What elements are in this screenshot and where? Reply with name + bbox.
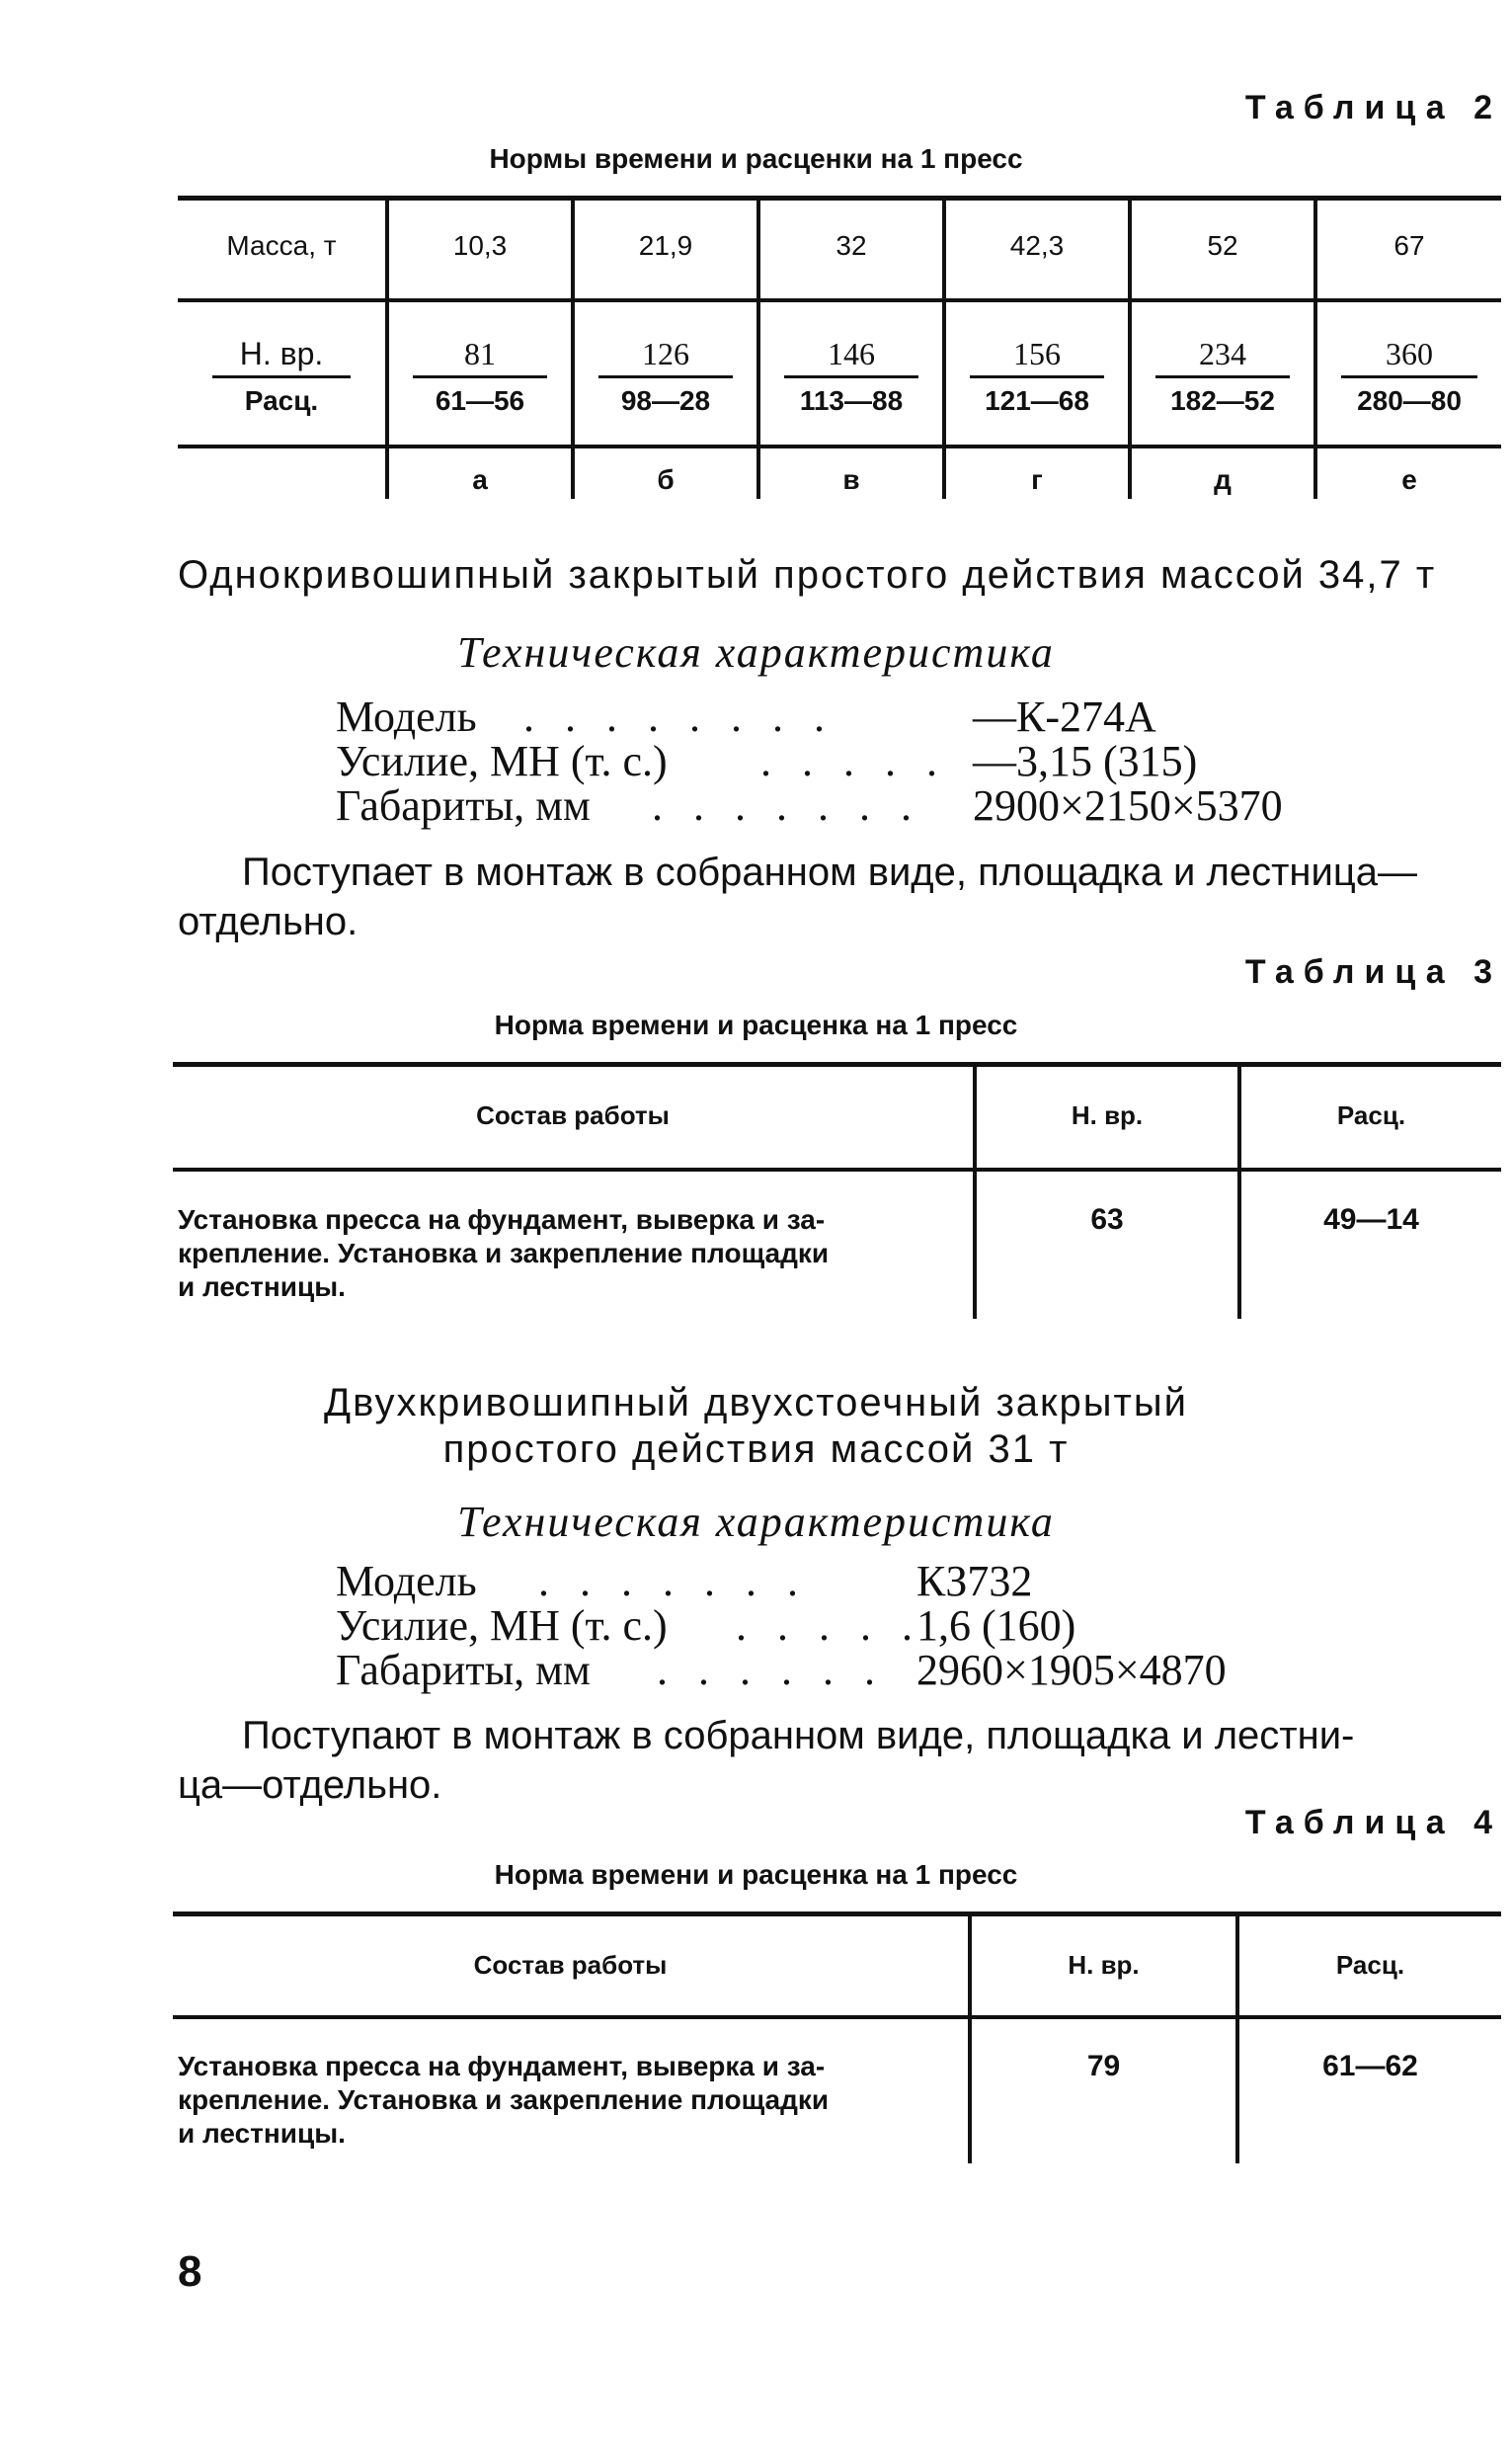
table2-rasc-label: Расц. [244,385,319,416]
table2-body-rule [178,445,1501,448]
table4-work-cell [178,2050,963,2151]
table2-rasc-cell: 61—56 [435,385,525,416]
section1-spec-value-force: —3,15 (315) [973,737,1198,785]
section1-spec-leader: . . . . . . . . [523,692,835,741]
section2-spec-leader: . . . . . . . [538,1557,808,1605]
table3-col-nvr: Н. вр. [1071,1100,1144,1130]
table3-label: Таблица 3 [1244,953,1502,991]
table2-mass-cell: 42,3 [1009,230,1065,261]
table2-nvr-label: Н. вр. [239,336,324,371]
section2-spec-label-dims: Габариты, мм [336,1646,591,1694]
section2-spec-value-model: КЗ732 [916,1557,1033,1605]
table3-rasc-value: 49—14 [1323,1203,1419,1236]
section1-spec-label-dims: Габариты, мм [336,781,591,830]
section1-tech-title: Техническая характеристика [457,628,1055,677]
table2-rasc-cell: 98—28 [620,385,711,416]
table2-letter-cell: г [1031,464,1043,495]
table2-rasc-cell: 113—88 [799,385,904,416]
table2-mass-cell: 21,9 [638,230,693,261]
table3-header-rule [173,1168,1501,1172]
section2-spec-leader: . . . . . . [657,1646,885,1694]
table3-caption: Норма времени и расценка на 1 пресс [494,1010,1018,1040]
table4-label: Таблица 4 [1244,1804,1502,1841]
table2-letter-cell: е [1401,464,1417,495]
table2-nvr-cell: 234 [1199,336,1246,371]
table2-fraction-bar [598,375,733,378]
table3-top-rule [173,1062,1501,1067]
section2-tech-title: Техническая характеристика [457,1498,1055,1546]
table4-rasc-value: 61—62 [1322,2050,1418,2082]
table2-mass-cell: 52 [1207,230,1238,261]
table2-nvr-cell: 81 [464,336,496,371]
section2-paragraph-line2: ца—отдельно. [178,1763,442,1807]
table2-fraction-bar [970,375,1104,378]
table2-header-rule [178,298,1501,302]
table2-fraction-bar [1155,375,1290,378]
table2-label: Таблица 2 [1244,89,1502,126]
table4-top-rule [173,1911,1501,1916]
table4-caption: Норма времени и расценка на 1 пресс [494,1859,1018,1890]
table3-work-line: Установка пресса на фундамент, выверка и за- [178,1204,826,1235]
table2-letter-cell: б [657,464,675,495]
table2-nvr-cell: 146 [828,336,875,371]
table4-col-rasc: Расц. [1335,1950,1405,1980]
table4-header-rule [173,2015,1501,2019]
table2-fraction-bar [413,375,547,378]
table3-work-line: и лестницы. [178,1271,346,1302]
table3-col-work: Состав работы [476,1100,670,1130]
page-number: 8 [178,2247,202,2296]
table2-letter-cell: д [1214,464,1232,495]
section2-spec-value-force: 1,6 (160) [916,1601,1076,1650]
table2-fraction-bar [212,375,351,378]
table4-work-line: крепление. Установка и закрепление площадки [178,2084,830,2115]
section2-heading-line2: простого действия массой 31 т [442,1427,1070,1471]
section1-spec-leader: . . . . . . . [652,781,921,830]
table4-col-nvr: Н. вр. [1068,1950,1140,1980]
table2-top-rule [178,196,1501,201]
table4-nvr-value: 79 [1086,2050,1121,2082]
section2-paragraph-line1: Поступают в монтаж в собранном виде, площадка и лестни- [242,1714,1355,1757]
table2-caption: Нормы времени и расценки на 1 пресс [489,143,1023,174]
table2-mass-cell: 67 [1393,230,1425,261]
section1-heading: Однокривошипный закрытый простого действия массой 34,7 т [178,553,1437,597]
section1-spec-value-model: —К-274А [973,692,1156,741]
table3-col-rasc: Расц. [1336,1100,1406,1130]
table4-work-line: и лестницы. [178,2118,346,2149]
section1-spec-label-force: Усилие, МН (т. с.) [336,737,668,785]
table3-nvr-value: 63 [1090,1203,1124,1236]
section1-paragraph-line2: отдельно. [178,900,358,943]
section2-heading-line1: Двухкривошипный двухстоечный закрытый [324,1381,1188,1424]
table3-work-line: крепление. Установка и закрепление площадки [178,1238,830,1268]
table2-mass-header: Масса, т [226,230,337,261]
section1-spec-leader: . . . . . [760,737,947,785]
section1-spec-value-dims: 2900×2150×5370 [973,781,1283,830]
table3-work-cell [178,1203,968,1304]
table2-rasc-cell: 182—52 [1170,385,1275,416]
table2-fraction-bar [1341,375,1477,378]
table2-rasc-cell: 121—68 [985,385,1089,416]
table4-work-line: Установка пресса на фундамент, выверка и за- [178,2051,826,2081]
section1-paragraph-line1: Поступает в монтаж в собранном виде, площадка и лестница— [242,851,1417,894]
table2-nvr-cell: 126 [642,336,689,371]
section2-spec-label-force: Усилие, МН (т. с.) [336,1601,668,1650]
section2-spec-label-model: Модель [336,1557,477,1605]
section1-spec-label-model: Модель [336,692,477,741]
section2-spec-value-dims: 2960×1905×4870 [916,1646,1227,1694]
table2-rasc-cell: 280—80 [1357,385,1462,416]
table4-col-work: Состав работы [473,1950,668,1980]
table2-letter-cell: в [842,464,860,495]
section2-spec-leader: . . . . . [736,1601,922,1650]
table2-nvr-cell: 156 [1013,336,1061,371]
table2-letter-cell: а [472,464,488,495]
table2-nvr-cell: 360 [1386,336,1433,371]
table2-mass-cell: 10,3 [452,230,508,261]
table2-mass-cell: 32 [836,230,867,261]
table2-fraction-bar [784,375,918,378]
